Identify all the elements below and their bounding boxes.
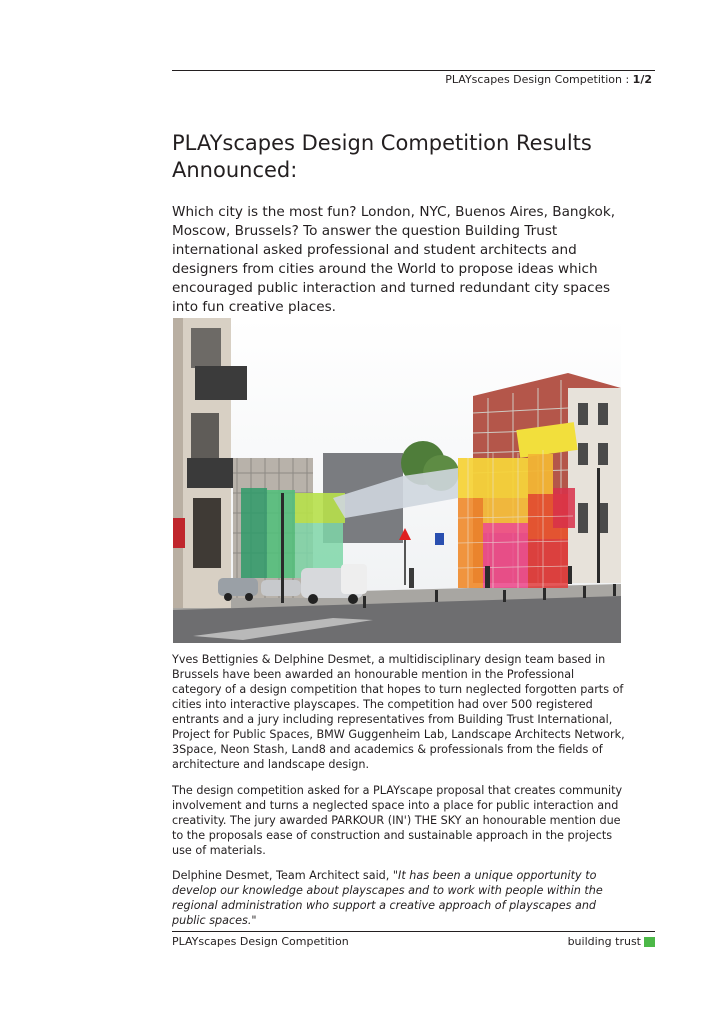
quote-attribution: Delphine Desmet, Team Architect said, " <box>172 869 399 882</box>
running-header <box>445 73 652 86</box>
header-rule <box>172 70 655 71</box>
footer-rule <box>172 931 655 932</box>
running-title: PLAYscapes Design Competition : <box>445 73 630 86</box>
article-paragraph-3 <box>172 868 627 928</box>
article-paragraph-2: The design competition asked for a PLAYscape proposal that creates community involvement and turns a neglected space into a place for public interaction and creativity. The jury awarded PARKOUR (IN') THE SKY an honourable mention due to the proposals ease of construction and sustainable approach in the projects use of materials. <box>172 784 623 857</box>
street-scene-photo <box>173 318 621 643</box>
brand-square-icon <box>644 937 655 947</box>
footer-publication-title: PLAYscapes Design Competition <box>172 935 349 948</box>
article-paragraph-1: Yves Bettignies & Delphine Desmet, a multidisciplinary design team based in Brussels have been awarded an honourable mention in the Professional category of a design competition that hopes to turn neglected forgotten parts of cities into interactive playscapes. The competition had over 500 registered entrants and a jury including representatives from Building Trust International, Project for Public Spaces, BMW Guggenheim Lab, Landscape Architects Network, 3Space, Neon Stash, Land8 and academics & professionals from the fields of architecture and landscape design. <box>172 653 625 771</box>
footer-brand: building trust <box>567 935 641 948</box>
article-title: PLAYscapes Design Competition Results Announced: <box>172 131 592 182</box>
page-number: 1/2 <box>632 73 652 86</box>
quote-close-mark: " <box>251 914 257 927</box>
team-architect-quote: It has been a unique opportunity to develop our knowledge about playscapes and to work with people within the regional administration who support a creative approach of playscapes and public spaces. <box>172 869 603 927</box>
article-lede: Which city is the most fun? London, NYC, Buenos Aires, Bangkok, Moscow, Brussels? To answer the question Building Trust international asked professional and student architects and designers from cities around the World to propose ideas which encouraged public interaction and turned redundant city spaces into fun creative places. <box>172 204 616 315</box>
